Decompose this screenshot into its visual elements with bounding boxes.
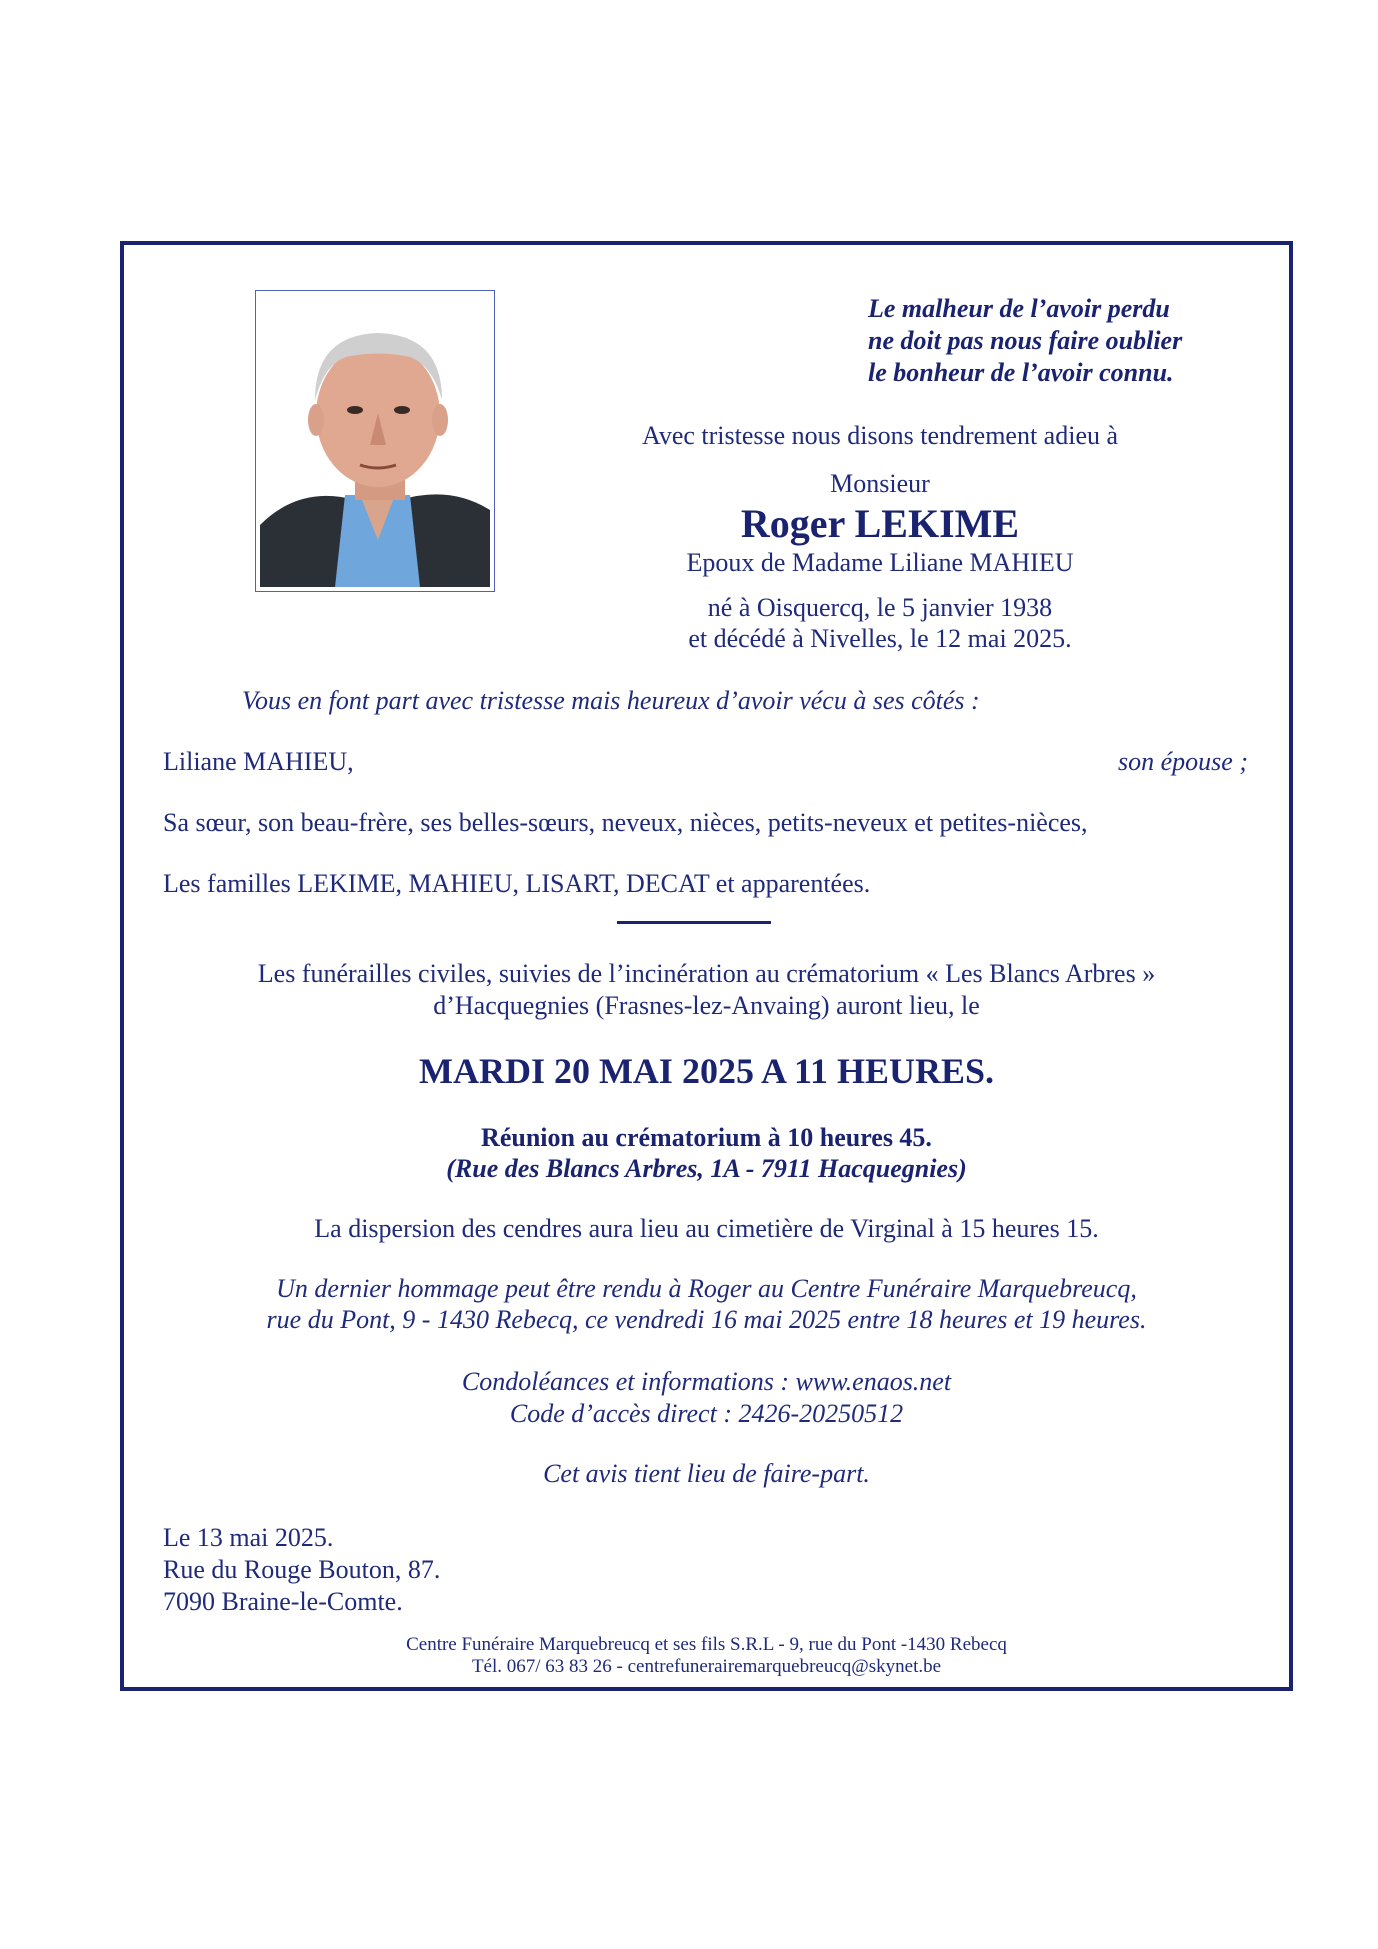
deceased-name: Roger LEKIME — [740, 501, 1020, 546]
crematorium-address: (Rue des Blancs Arbres, 1A - 7911 Hacquegnies) — [446, 1154, 967, 1183]
death-line: et décédé à Nivelles, le 12 mai 2025. — [688, 624, 1072, 653]
funeral-line-2: d’Hacquegnies (Frasnes-lez-Anvaing) auront lieu, le — [433, 991, 980, 1020]
portrait-photo — [255, 290, 495, 592]
announcement: Vous en font part avec tristesse mais heureux d’avoir vécu à ses côtés : — [242, 686, 980, 715]
families-line: Les familles LEKIME, MAHIEU, LISART, DECAT et apparentées. — [163, 869, 871, 898]
spouse-line: Epoux de Madame Liliane MAHIEU — [686, 548, 1074, 577]
reunion-time: Réunion au crématorium à 10 heures 45. — [481, 1123, 932, 1152]
sender-street: Rue du Rouge Bouton, 87. — [163, 1555, 441, 1584]
sender-block — [163, 1522, 440, 1618]
access-code-line: Code d’accès direct : 2426-20250512 — [509, 1399, 904, 1428]
spouse-relation: son épouse ; — [1118, 747, 1248, 776]
funeral-home-line-2: Tél. 067/ 63 83 26 - centrefunerairemarquebreucq@skynet.be — [471, 1656, 942, 1677]
epigraph-line: Le malheur de l’avoir perdu — [868, 294, 1170, 323]
spouse-name: Liliane MAHIEU, — [163, 747, 354, 776]
epigraph-line: ne doit pas nous faire oublier — [868, 326, 1183, 355]
sender-city: 7090 Braine-le-Comte. — [163, 1587, 403, 1616]
condolences-line: Condoléances et informations : www.enaos.net — [461, 1367, 952, 1396]
notice-line: Cet avis tient lieu de faire-part. — [543, 1459, 870, 1488]
sender-date: Le 13 mai 2025. — [163, 1523, 334, 1552]
birth-line: né à Oisquercq, le 5 janvier 1938 — [707, 593, 1053, 622]
divider — [617, 921, 771, 924]
honorific: Monsieur — [830, 469, 930, 498]
portrait-photo-icon — [260, 295, 490, 587]
funeral-line-1: Les funérailles civiles, suivies de l’incinération au crématorium « Les Blancs Arbres » — [257, 959, 1156, 988]
epigraph — [868, 293, 1182, 389]
funeral-home-line-1: Centre Funéraire Marquebreucq et ses fils S.R.L - 9, rue du Pont -1430 Rebecq — [406, 1634, 1007, 1655]
tribute-line-2: rue du Pont, 9 - 1430 Rebecq, ce vendredi 16 mai 2025 entre 18 heures et 19 heures. — [266, 1305, 1147, 1334]
intro-text: Avec tristesse nous disons tendrement adieu à — [641, 421, 1119, 450]
relatives-line: Sa sœur, son beau-frère, ses belles-sœurs, neveux, nièces, petits-neveux et petites-nièces, — [163, 808, 1088, 837]
epigraph-line: le bonheur de l’avoir connu. — [868, 358, 1174, 387]
funeral-date: MARDI 20 MAI 2025 A 11 HEURES. — [418, 1051, 995, 1091]
dispersion-line: La dispersion des cendres aura lieu au cimetière de Virginal à 15 heures 15. — [314, 1214, 1099, 1243]
tribute-line-1: Un dernier hommage peut être rendu à Roger au Centre Funéraire Marquebreucq, — [276, 1274, 1137, 1303]
